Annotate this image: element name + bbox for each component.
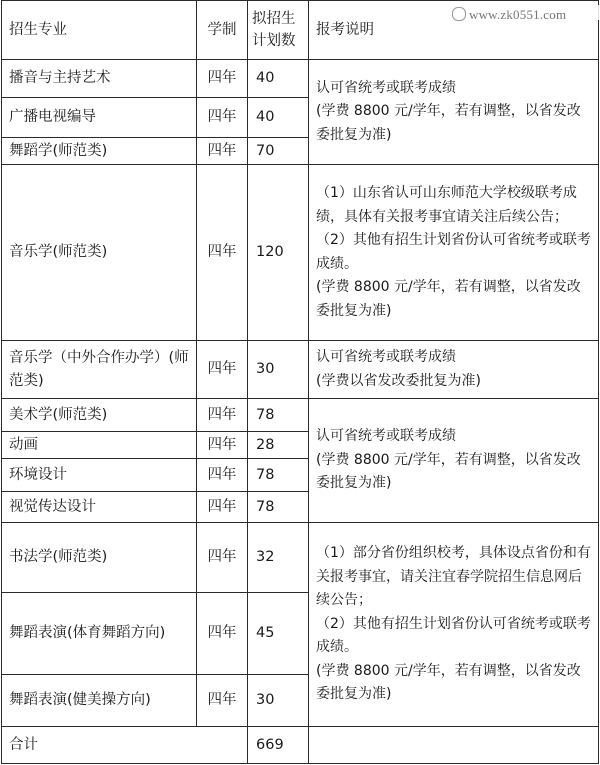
major-cell: 动画 [2,432,197,459]
major-cell: 美术学(师范类) [2,399,197,432]
major-cell: 播音与主持艺术 [2,60,197,98]
major-cell: 音乐学(师范类) [2,165,197,341]
plan-cell: 78 [248,492,309,523]
header-note: 报考说明 [309,1,599,60]
years-cell: 四年 [197,60,248,98]
major-cell: 书法学(师范类) [2,523,197,593]
years-cell: 四年 [197,165,248,341]
table-row [2,341,599,399]
note-cell-group1 [309,60,599,165]
table-row [2,399,599,432]
note-line: (学费 8800 元/学年，若有调整，以省发改委批复为准) [316,662,581,703]
note-cell-group5 [309,523,599,727]
note-line: (学费 8800 元/学年，若有调整，以省发改委批复为准) [316,103,581,143]
note-line: （1）山东省认可山东师范大学校级联考成绩，具体有关报考事宜请关注后续公告； [316,185,577,225]
note-line: （2）其他有招生计划省份认可省统考或联考成绩。 [316,232,591,272]
years-cell: 四年 [197,675,248,727]
plan-cell: 28 [248,432,309,459]
plan-cell: 32 [248,523,309,593]
major-cell: 广播电视编导 [2,98,197,138]
years-cell: 四年 [197,98,248,138]
note-line: 认可省统考或联考成绩 [316,428,456,445]
major-cell: 舞蹈学(师范类) [2,138,197,165]
plan-cell: 70 [248,138,309,165]
years-cell: 四年 [197,341,248,399]
plan-cell: 30 [248,341,309,399]
note-line: （2）其他有招生计划省份认可省统考或联考成绩。 [316,615,591,656]
note-line: 认可省统考或联考成绩 [316,79,456,96]
years-cell: 四年 [197,399,248,432]
header-plan [248,1,309,60]
years-cell: 四年 [197,593,248,675]
note-cell-group4 [309,399,599,523]
total-note-empty [309,727,599,764]
note-line: （1）部分省份组织校考，具体设点省份和有关报考事宜，请关注宜春学院招生信息网后续公告； [316,545,591,609]
years-cell: 四年 [197,138,248,165]
note-cell-group2 [309,165,599,341]
note-line: (学费 8800 元/学年，若有调整，以省发改委批复为准) [316,451,581,492]
plan-cell: 45 [248,593,309,675]
table-row [2,523,599,593]
note-line: (学费 8800 元/学年，若有调整，以省发改委批复为准) [316,279,581,319]
major-cell: 视觉传达设计 [2,492,197,523]
major-cell: 舞蹈表演(体育舞蹈方向) [2,593,197,675]
plan-cell: 78 [248,459,309,492]
major-cell: 舞蹈表演(健美操方向) [2,675,197,727]
plan-cell: 120 [248,165,309,341]
enrollment-plan-table [1,0,599,764]
total-row [2,727,599,764]
major-cell: 音乐学（中外合作办学）(师范类) [2,341,197,399]
plan-cell: 30 [248,675,309,727]
table-row [2,165,599,341]
years-cell: 四年 [197,492,248,523]
note-line: (学费以省发改委批复为准) [316,372,481,389]
watermark [452,5,600,20]
header-plan-line2: 计划数 [252,33,296,49]
watermark-text: www.zk0551.com [469,6,567,22]
table-row [2,60,599,98]
note-line: 认可省统考或联考成绩 [316,349,456,365]
total-label: 合计 [2,727,248,764]
years-cell: 四年 [197,432,248,459]
plan-cell: 40 [248,98,309,138]
header-years: 学制 [197,1,248,60]
header-plan-line1: 拟招生 [252,11,296,27]
years-cell: 四年 [197,459,248,492]
major-cell: 环境设计 [2,459,197,492]
years-cell: 四年 [197,523,248,593]
watermark-logo-icon [452,7,466,21]
plan-cell: 40 [248,60,309,98]
total-plan: 669 [248,727,309,764]
header-major: 招生专业 [2,1,197,60]
plan-cell: 78 [248,399,309,432]
note-cell-group3 [309,341,599,399]
